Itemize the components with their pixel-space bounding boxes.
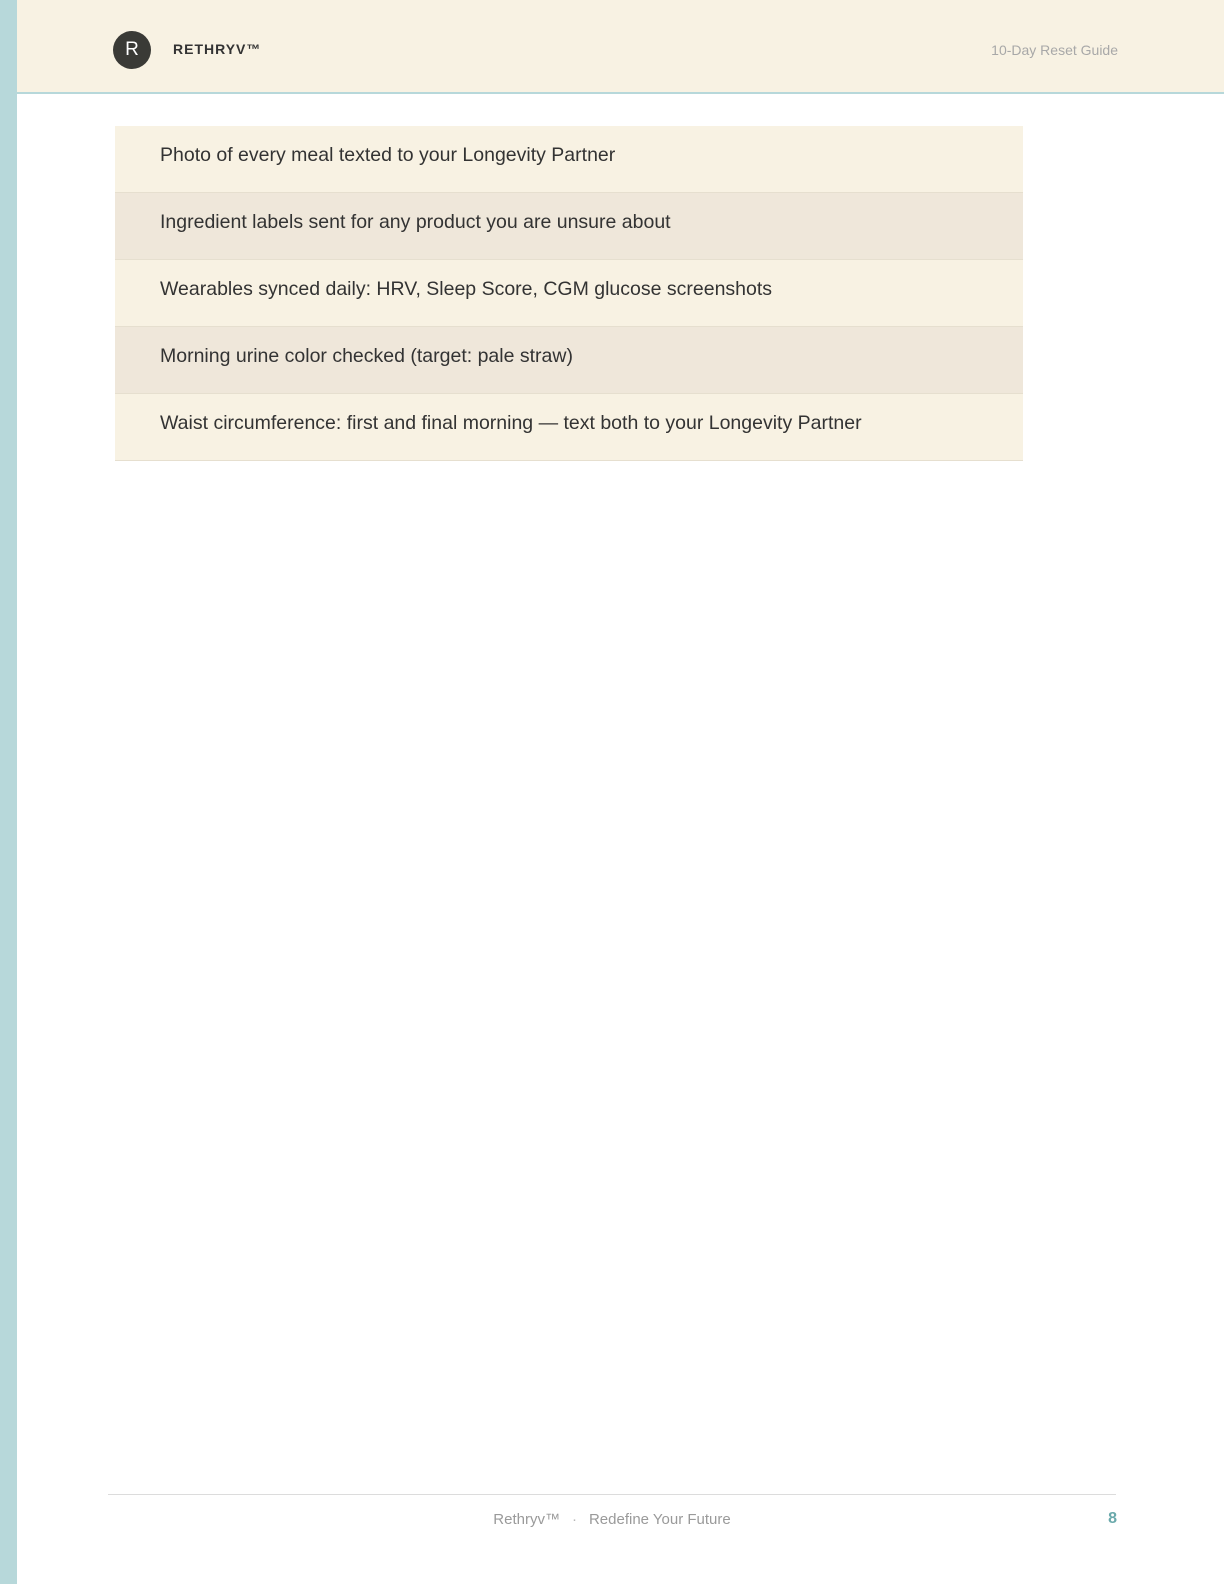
list-item: Photo of every meal texted to your Longevity Partner <box>115 126 1023 193</box>
guide-title: 10-Day Reset Guide <box>991 42 1118 58</box>
list-item: Wearables synced daily: HRV, Sleep Score, CGM glucose screenshots <box>115 260 1023 327</box>
footer-tagline: Redefine Your Future <box>588 1511 731 1528</box>
list-item: Morning urine color checked (target: pale straw) <box>115 327 1023 394</box>
list-item: Ingredient labels sent for any product you are unsure about <box>115 193 1023 260</box>
page-header <box>17 0 1224 94</box>
footer-separator: · <box>571 1511 577 1528</box>
brand-name: RETHRYV™ <box>173 41 262 57</box>
footer-divider <box>108 1494 1116 1495</box>
footer-text <box>0 1511 1224 1528</box>
page-number: 8 <box>1108 1510 1117 1527</box>
side-accent-stripe <box>0 0 17 1584</box>
checklist <box>115 126 1023 461</box>
brand-logo: R <box>113 31 151 69</box>
list-item: Waist circumference: first and final morning — text both to your Longevity Partner <box>115 394 1023 461</box>
footer-brand: Rethryv™ <box>493 1511 560 1528</box>
